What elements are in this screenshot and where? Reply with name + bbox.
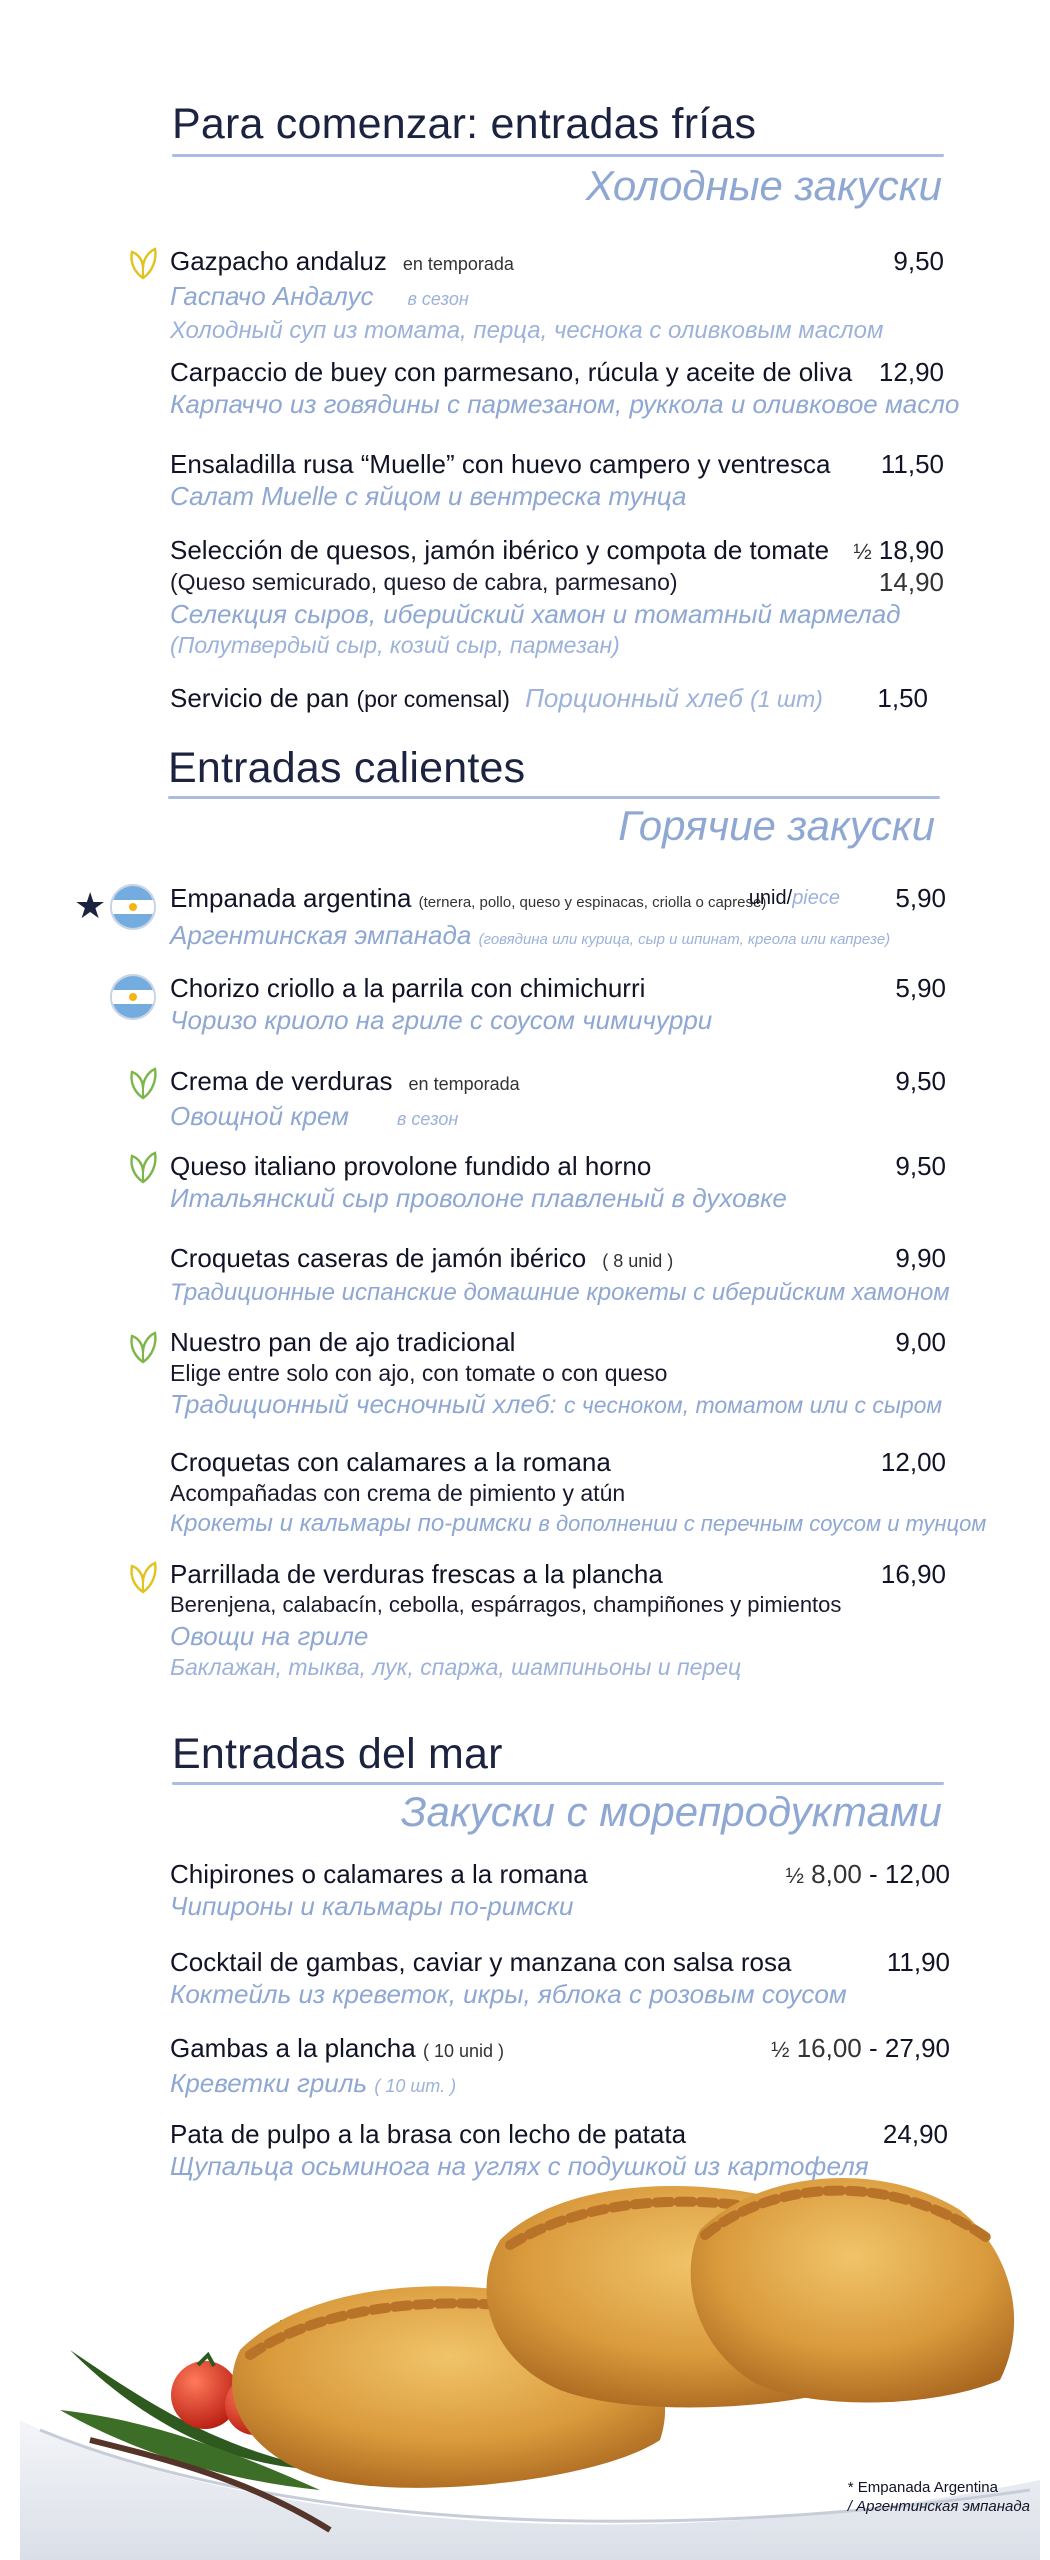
item-price: 18,90: [878, 535, 944, 565]
item-name: Carpaccio de buey con parmesano, rúcula y aceite de oliva: [170, 357, 853, 387]
item-name: Queso italiano provolone fundido al horno: [170, 1151, 652, 1181]
price-separator: -: [869, 1859, 878, 1889]
item-price: 12,90: [878, 357, 944, 387]
item-price-half: 14,90: [878, 567, 944, 597]
item-tag-ru: в сезон: [407, 289, 469, 309]
item-name: Ensaladilla rusa “Muelle” con huevo campero y ventresca: [170, 449, 831, 479]
menu-item: [170, 245, 950, 347]
item-name-ru: Чипироны и кальмары по-римски: [170, 1891, 574, 1921]
item-price: 9,50: [893, 246, 944, 276]
item-desc-ru: Холодный суп из томата, перца, чеснока с оливковым маслом: [170, 317, 884, 344]
item-name-ru: Селекция сыров, иберийский хамон и томатный мармелад: [170, 599, 901, 629]
item-desc: Berenjena, calabacín, cebolla, espárragos, champiñones y pimientos: [170, 1592, 842, 1617]
footnote-line-ru: / Аргентинская эмпанада: [847, 2498, 1030, 2515]
item-name-ru: Чоризо криоло на гриле с соусом чимичурри: [170, 1005, 713, 1035]
item-name: Pata de pulpo a la brasa con lecho de patata: [170, 2119, 687, 2149]
item-name: Chipirones o calamares a la romana: [170, 1859, 588, 1889]
item-name-ru: Традиционный чесночный хлеб:: [170, 1389, 557, 1419]
item-name: Gambas a la plancha: [170, 2033, 416, 2063]
section-title: Entradas del mar: [172, 1730, 503, 1778]
menu-item: [170, 1858, 950, 1922]
item-unit-ru: piece: [792, 887, 840, 909]
half-portion-mark: ½: [853, 539, 872, 564]
item-tag: en temporada: [408, 1074, 520, 1094]
item-desc: (Queso semicurado, queso de cabra, parmesano): [170, 569, 678, 595]
item-name: Croquetas con calamares a la romana: [170, 1447, 611, 1477]
item-tag-ru: (1 шт): [750, 686, 823, 712]
section-title-ru: Холодные закуски: [585, 162, 942, 209]
menu-item: [170, 1946, 950, 2010]
item-name-ru: Овощи на гриле: [170, 1621, 369, 1651]
item-name-ru: Порционный хлеб: [525, 683, 743, 713]
item-name: Servicio de pan: [170, 683, 350, 713]
item-price: 5,90: [895, 973, 946, 1003]
section-divider: [172, 1782, 944, 1785]
vegetarian-leaf-icon: [128, 246, 158, 280]
item-price: 11,50: [880, 449, 944, 479]
menu-item: [170, 1065, 950, 1135]
item-name-ru: Гаспачо Андалус: [170, 281, 374, 311]
item-tag-ru: (говядина или курица, сыр и шпинат, креола или капрезе): [478, 931, 891, 948]
item-price: 27,90: [884, 2033, 950, 2063]
item-price-half: 16,00: [796, 2033, 862, 2063]
star-icon: ★: [74, 885, 107, 926]
item-name-ru: Коктейль из креветок, икры, яблока с розовым соусом: [170, 1979, 847, 2009]
vegetarian-leaf-icon: [128, 1150, 158, 1184]
menu-item: [170, 1446, 987, 1540]
menu-item: [170, 2118, 950, 2182]
item-price: 11,90: [886, 1947, 950, 1977]
item-desc: Acompañadas con crema de pimiento y atún: [170, 1480, 626, 1506]
section-title-ru: Горячие закуски: [618, 802, 935, 849]
item-desc-ru: (Полутвердый сыр, козий сыр, пармезан): [170, 632, 620, 658]
section-title-ru: Закуски с морепродуктами: [400, 1788, 942, 1835]
section-divider: [168, 796, 940, 799]
menu-item: [170, 882, 950, 956]
item-unit: unid/: [748, 887, 793, 909]
item-price: 12,00: [880, 1447, 946, 1477]
menu-item: [170, 356, 960, 420]
item-name: Crema de verduras: [170, 1066, 393, 1096]
item-price: 1,50: [877, 683, 928, 713]
vegetarian-leaf-icon: [128, 1560, 158, 1594]
item-desc-ru: Баклажан, тыква, лук, спаржа, шампиньоны и перец: [170, 1654, 742, 1680]
item-tag-ru: ( 10 шт. ): [374, 2076, 457, 2096]
menu-item: [170, 1150, 950, 1214]
item-price: 24,90: [882, 2119, 948, 2149]
argentina-flag-icon: [110, 974, 156, 1020]
item-name: Parrillada de verduras frescas a la plancha: [170, 1559, 663, 1589]
item-price-half: 8,00: [811, 1859, 862, 1889]
item-name-ru: Креветки гриль: [170, 2068, 368, 2098]
section-title: Para comenzar: entradas frías: [172, 100, 757, 148]
menu-item: [170, 1326, 950, 1421]
item-tag-ru: в сезон: [397, 1109, 459, 1129]
price-separator: -: [869, 2033, 878, 2063]
menu-item: [170, 448, 950, 512]
item-tag: ( 10 unid ): [422, 2041, 504, 2061]
item-name: Croquetas caseras de jamón ibérico: [170, 1243, 587, 1273]
menu-item: [170, 1558, 950, 1682]
vegetarian-leaf-icon: [128, 1066, 158, 1100]
half-portion-mark: ½: [771, 2037, 790, 2062]
vegetarian-leaf-icon: [128, 1330, 158, 1364]
item-name-ru: Итальянский сыр проволоне плавленый в духовке: [170, 1183, 787, 1213]
item-name-ru: Щупальца осьминога на углях с подушкой из картофеля: [170, 2151, 869, 2181]
item-tag-ru: в дополнении с перечным соусом и тунцом: [538, 1511, 987, 1536]
item-name: Nuestro pan de ajo tradicional: [170, 1327, 516, 1357]
item-name-ru: Овощной крем: [170, 1101, 349, 1131]
item-tag-ru: с чесноком, томатом или с сыром: [564, 1392, 943, 1418]
item-tag: ( 8 unid ): [602, 1251, 674, 1271]
footnote: [848, 2478, 1030, 2516]
item-price: 9,50: [895, 1066, 946, 1096]
section-title: Entradas calientes: [168, 744, 526, 792]
menu-item: [170, 1242, 950, 1309]
item-price: 16,90: [880, 1559, 946, 1589]
menu-item: [170, 972, 950, 1036]
argentina-flag-icon: [110, 884, 156, 930]
item-name-ru: Традиционные испанские домашние крокеты с иберийским хамоном: [170, 1279, 950, 1306]
item-price: 12,00: [884, 1859, 950, 1889]
menu-item: [170, 682, 950, 715]
item-price: 9,50: [895, 1151, 946, 1181]
section-divider: [172, 154, 944, 157]
item-price: 5,90: [895, 883, 946, 913]
item-name: Gazpacho andaluz: [170, 246, 387, 276]
item-name: Selección de quesos, jamón ibérico y compota de tomate: [170, 535, 830, 565]
item-desc: Elige entre solo con ajo, con tomate o con queso: [170, 1360, 668, 1386]
item-name: Cocktail de gambas, caviar y manzana con salsa rosa: [170, 1947, 792, 1977]
item-name-ru: Крокеты и кальмары по-римски: [170, 1510, 532, 1537]
menu-item: [170, 2032, 950, 2102]
footnote-line: * Empanada Argentina: [847, 2479, 998, 2496]
item-name-ru: Аргентинская эмпанада: [170, 920, 472, 950]
menu-item: [170, 534, 950, 660]
half-portion-mark: ½: [785, 1863, 804, 1888]
item-tag: (por comensal): [356, 686, 510, 712]
item-price: 9,00: [895, 1327, 946, 1357]
item-name: Chorizo criollo a la parrila con chimichurri: [170, 973, 646, 1003]
item-name-ru: Салат Muelle с яйцом и вентреска тунца: [170, 481, 687, 511]
item-price: 9,90: [895, 1243, 946, 1273]
item-tag: en temporada: [402, 254, 514, 274]
item-name: Empanada argentina: [170, 883, 412, 913]
item-name-ru: Карпаччо из говядины с пармезаном, руккола и оливковое масло: [170, 389, 960, 419]
item-tag: (ternera, pollo, queso y espinacas, criolla o caprese): [418, 894, 767, 911]
